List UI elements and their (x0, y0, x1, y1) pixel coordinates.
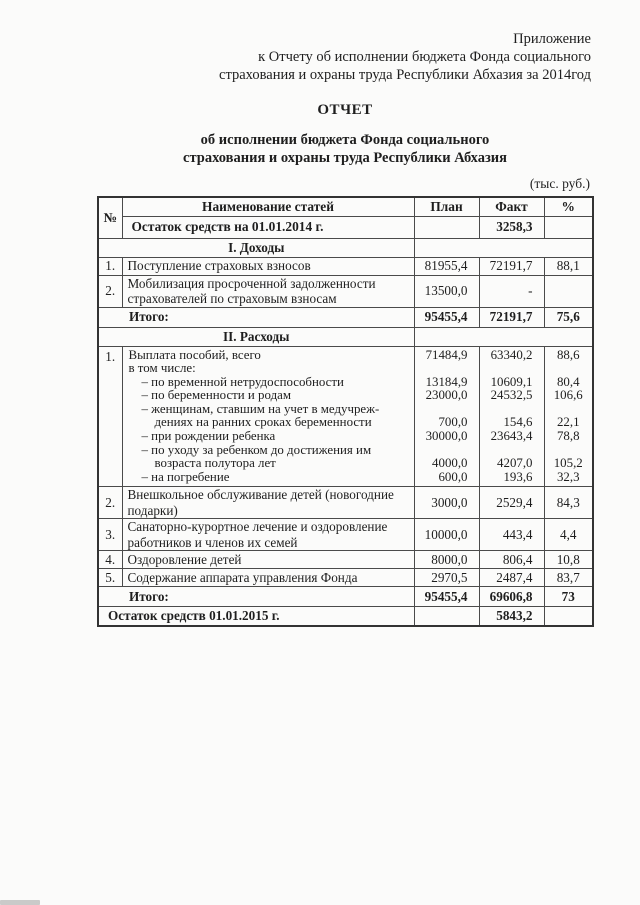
sub-item-value: 80,4 (556, 374, 580, 389)
sub-item-value (419, 403, 468, 417)
row-number: 1. (98, 257, 122, 275)
sub-item-value: 106,6 (553, 388, 583, 403)
fact-value: 3258,3 (479, 216, 544, 238)
table-row-item (98, 257, 593, 275)
sub-item-line: – на погребение (141, 469, 230, 484)
table-row-total (98, 307, 593, 327)
item-name: Внешкольное обслуживание детей (новогодние подарки) (122, 487, 414, 519)
sub-item-value: 30000,0 (425, 429, 468, 444)
plan-value: 8000,0 (414, 551, 479, 569)
fact-value: 72191,7 (479, 257, 544, 275)
percent-value: 73 (544, 587, 593, 607)
sub-item-value (549, 403, 589, 417)
sub-item-value: 88,6 (556, 347, 580, 362)
sub-item-line: – по уходу за ребенком до достижения им (141, 442, 372, 457)
sub-item-value (419, 362, 468, 376)
budget-table-body (98, 238, 593, 626)
sub-item-line: возраста полутора лет (154, 456, 276, 471)
row-number: 5. (98, 569, 122, 587)
units-note: (тыс. руб.) (529, 176, 590, 191)
table-row-item (98, 569, 593, 587)
plan-value (414, 216, 479, 238)
sub-item-value (484, 444, 533, 458)
percent-value: 10,8 (544, 551, 593, 569)
plan-value: 81955,4 (414, 257, 479, 275)
percent-value: 84,3 (544, 487, 593, 519)
sub-item-line: – по временной нетрудоспособности (141, 374, 344, 389)
report-subtitle-line: об исполнении бюджета Фонда социального (200, 132, 490, 148)
sub-item-value: 154,6 (503, 415, 533, 430)
table-row-total (98, 587, 593, 607)
sub-item-value (484, 362, 533, 376)
opening-balance-label: Остаток средств на 01.01.2014 г. (122, 216, 414, 238)
sub-item-line: Выплата пособий, всего (128, 347, 261, 362)
plan-value: 95455,4 (414, 587, 479, 607)
table-header-row (98, 197, 593, 216)
percent-value: 75,6 (544, 307, 593, 327)
row-number: 3. (98, 519, 122, 551)
table-row-item (98, 487, 593, 519)
sub-item-value: 63340,2 (490, 347, 533, 362)
report-title: ОТЧЕТ (317, 102, 373, 118)
fact-value: 2529,4 (479, 487, 544, 519)
total-label: Итого: (98, 307, 414, 327)
sub-item-value (549, 444, 589, 458)
budget-table (97, 196, 594, 627)
residual-label: Остаток средств 01.01.2015 г. (98, 607, 414, 626)
section-label: I. Доходы (98, 238, 414, 257)
opening-balance-row (98, 216, 593, 238)
item-name: Поступление страховых взносов (122, 257, 414, 275)
table-row-multiline (98, 346, 593, 487)
table-row-item (98, 519, 593, 551)
fact-value: 72191,7 (479, 307, 544, 327)
appendix-block (90, 30, 591, 84)
fact-value: - (479, 275, 544, 307)
fact-value: 806,4 (479, 551, 544, 569)
row-number: 1. (98, 346, 122, 487)
scan-artifact (0, 900, 40, 905)
sub-item-value: 700,0 (438, 415, 468, 430)
table-row-item (98, 551, 593, 569)
sub-item-value: 24532,5 (490, 388, 533, 403)
fact-value: 69606,8 (479, 587, 544, 607)
percent-values (544, 346, 593, 487)
sub-item-value (484, 403, 533, 417)
plan-value: 10000,0 (414, 519, 479, 551)
sub-item-value: 78,8 (556, 429, 580, 444)
sub-item-value: 600,0 (438, 469, 468, 484)
fact-value: 443,4 (479, 519, 544, 551)
percent-value (544, 275, 593, 307)
sub-item-value: 23000,0 (425, 388, 468, 403)
col-header-percent: % (544, 197, 593, 216)
row-number: 2. (98, 275, 122, 307)
table-row-residual (98, 607, 593, 626)
col-header-plan: План (414, 197, 479, 216)
sub-item-value: 193,6 (503, 469, 533, 484)
sub-item-value (549, 362, 589, 376)
fact-value: 2487,4 (479, 569, 544, 587)
sub-item-line: – женщинам, ставшим на учет в медучреж- (141, 401, 380, 416)
plan-value: 13500,0 (414, 275, 479, 307)
row-number: 4. (98, 551, 122, 569)
row-number: 2. (98, 487, 122, 519)
table-row-item (98, 275, 593, 307)
sub-item-value: 4000,0 (432, 456, 468, 471)
sub-item-line: – по беременности и родам (141, 388, 292, 403)
fact-value: 5843,2 (479, 607, 544, 626)
plan-value: 95455,4 (414, 307, 479, 327)
section-empty-cell (414, 238, 593, 257)
item-name: Оздоровление детей (122, 551, 414, 569)
col-header-num: № (98, 197, 122, 238)
plan-value: 2970,5 (414, 569, 479, 587)
percent-value (544, 607, 593, 626)
item-name-lines (122, 346, 414, 487)
appendix-line: страхования и охраны труда Республики Абхазия за 2014год (219, 67, 591, 83)
sub-item-value: 32,3 (556, 469, 580, 484)
report-subtitle-line: страхования и охраны труда Республики Абхазия (183, 149, 507, 166)
item-name: Мобилизация просроченной задолженности страхователей по страховым взносам (122, 275, 414, 307)
table-row-section (98, 327, 593, 346)
section-label: II. Расходы (98, 327, 414, 346)
sub-item-value: 4207,0 (497, 456, 533, 471)
plan-value: 3000,0 (414, 487, 479, 519)
sub-item-value: 105,2 (553, 456, 583, 471)
sub-item-line: в том числе: (128, 361, 196, 376)
table-row-section (98, 238, 593, 257)
sub-item-line: дениях на ранних сроках беременности (154, 415, 372, 430)
percent-value (544, 216, 593, 238)
sub-item-value (419, 444, 468, 458)
appendix-line: к Отчету об исполнении бюджета Фонда социального (258, 49, 591, 65)
item-name: Содержание аппарата управления Фонда (122, 569, 414, 587)
sub-item-value: 71484,9 (425, 347, 468, 362)
col-header-fact: Факт (479, 197, 544, 216)
fact-values (479, 346, 544, 487)
col-header-name: Наименование статей (122, 197, 414, 216)
item-name: Санаторно-курортное лечение и оздоровление работников и членов их семей (122, 519, 414, 551)
sub-item-line: – при рождении ребенка (141, 429, 276, 444)
appendix-line: Приложение (513, 31, 591, 47)
sub-item-value: 22,1 (556, 415, 580, 430)
percent-value: 4,4 (544, 519, 593, 551)
section-empty-cell (414, 327, 593, 346)
percent-value: 83,7 (544, 569, 593, 587)
plan-values (414, 346, 479, 487)
plan-value (414, 607, 479, 626)
percent-value: 88,1 (544, 257, 593, 275)
report-subtitle (50, 132, 640, 167)
sub-item-value: 23643,4 (490, 429, 533, 444)
total-label: Итого: (98, 587, 414, 607)
sub-item-value: 10609,1 (490, 374, 533, 389)
sub-item-value: 13184,9 (425, 374, 468, 389)
